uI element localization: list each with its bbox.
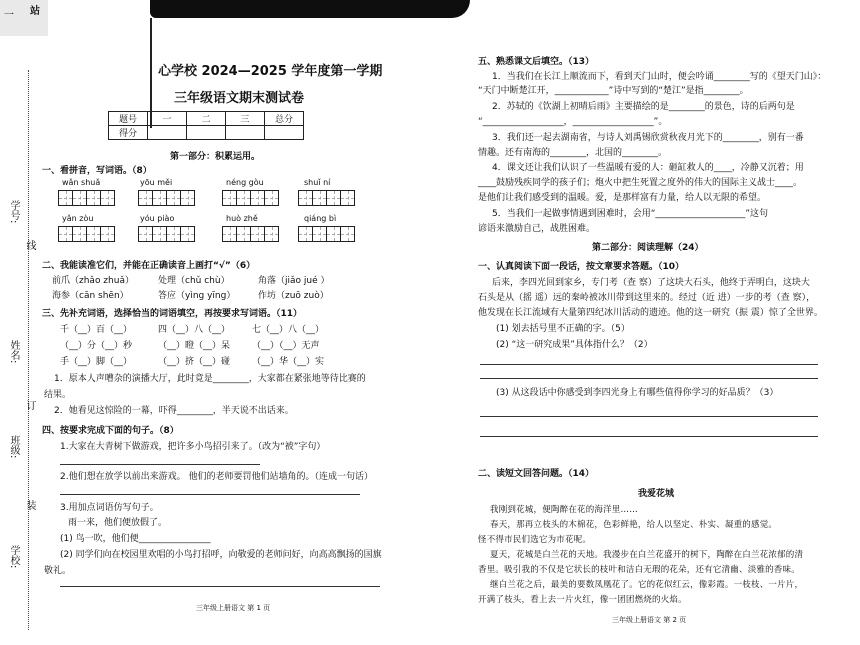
- reading-passage-line: 后来，李四光回到家乡，专门考（查 察）了这块大石头，他终于弄明白，这块大: [492, 278, 810, 288]
- idiom-blank[interactable]: （__）分（__）秒: [60, 341, 133, 351]
- binding-seal-2: 订: [24, 400, 35, 410]
- pinyin-label: qiáng bì: [304, 214, 337, 223]
- reading-1-heading: 一、认真阅读下面一段话，按文章要求答题。（10）: [478, 262, 685, 272]
- reading-passage-line: 石头是从（摇 遥）远的秦岭被冰川带到这里来的。经过（近 进）一步的考（查 察），: [478, 293, 816, 303]
- poem-fill: 是他们让我们感受到的温暖。爱，是那样富有力量，给人以无限的希望。: [478, 193, 767, 203]
- pinyin-label: néng gòu: [226, 178, 264, 187]
- question-2-heading: 二、我能读准它们，并能在正确读音上画打“√”（6）: [42, 261, 256, 271]
- exam-page-1: [40, 0, 430, 645]
- answer-line[interactable]: [480, 378, 818, 379]
- character-grid[interactable]: [222, 190, 278, 206]
- score-head-cell: 一: [148, 112, 187, 126]
- idiom-blank[interactable]: 千（__）百（__）: [60, 325, 133, 335]
- essay-line: 继白兰花之后，最美的要数凤凰花了。它的花似红云，像彩霞。一枝枝、一片片，: [490, 580, 804, 590]
- idiom-blank[interactable]: 七（__）八（__）: [252, 325, 325, 335]
- essay-title: 我爱花城: [638, 489, 675, 499]
- idiom-blank[interactable]: （__）挤（__）碰: [158, 357, 231, 367]
- essay-line: 怪不得市民们选它为市花呢。: [478, 535, 592, 545]
- character-grid[interactable]: [138, 226, 194, 242]
- poem-fill[interactable]: 4．课文还让我们认识了一些温暖有爱的人：砸缸救人的____，冷静又沉着；用: [492, 163, 804, 173]
- binding-school-label: 学校:: [8, 545, 19, 569]
- pinyin-label: wǎn shuǎ: [62, 178, 101, 187]
- poem-fill[interactable]: “__________________，__________________”。: [478, 117, 668, 127]
- answer-line[interactable]: [60, 586, 380, 587]
- reading-question: (1) 划去括号里不正确的字。（5）: [496, 324, 630, 334]
- essay-line: 夏天，花城是白兰花的天地。我漫步在白兰花盛开的树下，陶醉在白兰花浓郁的清: [490, 550, 804, 560]
- score-cell[interactable]: [226, 126, 265, 140]
- rewrite-prompt: 2.他们想在放学以前出来游戏。 他们的老师要罚他们站墙角的。（连成一句话）: [60, 472, 373, 482]
- score-head-cell: 总分: [265, 112, 304, 126]
- idiom-blank[interactable]: 手（__）脚（__）: [60, 357, 133, 367]
- binding-seal-1: 线: [24, 240, 35, 250]
- rewrite-prompt: 3.用加点词语仿写句子。: [60, 503, 159, 513]
- fill-sentence[interactable]: 2．她看见这惊险的一幕，吓得________，半天说不出话来。: [54, 406, 294, 416]
- score-head-cell: 题号: [109, 112, 148, 126]
- question-5-heading: 五、熟悉课文后填空。（13）: [478, 57, 595, 67]
- character-grid[interactable]: [222, 226, 278, 242]
- essay-line: 我刚到花城，便陶醉在花的海洋里……: [490, 505, 638, 515]
- pinyin-label: shuǐ ní: [304, 178, 331, 187]
- character-grid[interactable]: [58, 226, 114, 242]
- exam-title-line1: 心学校 2024—2025 学年度第一学期: [158, 64, 383, 79]
- character-grid[interactable]: [298, 226, 354, 242]
- character-grid[interactable]: [138, 190, 194, 206]
- reading-question: (2) “这一研究成果”具体指什么？（2）: [496, 340, 653, 350]
- pronunciation-option[interactable]: 角落（jiǎo jué ）: [258, 276, 330, 286]
- character-grid[interactable]: [58, 190, 114, 206]
- poem-fill[interactable]: 情趣。还有南海的________，北国的________。: [478, 148, 668, 158]
- poem-fill[interactable]: ____鼓励残疾同学的孩子们；炮火中把生死置之度外的伟大的国际主义战士____。: [478, 178, 803, 188]
- question-1-heading: 一、看拼音，写词语。（8）: [42, 166, 152, 176]
- score-row-label: 得分: [109, 126, 148, 140]
- question-4-heading: 四、按要求完成下面的句子。（8）: [42, 426, 179, 436]
- score-table-row: [109, 126, 304, 140]
- score-table-head: [109, 112, 304, 126]
- exam-title-line2: 三年级语文期末测试卷: [174, 91, 305, 106]
- score-cell[interactable]: [265, 126, 304, 140]
- reading-passage-line: 他发现在长江流域有大量第四纪冰川活动的遗迹。他的这一研究（振 震）惊了全世界。: [478, 308, 823, 318]
- binding-num-label: 学号:: [8, 200, 19, 224]
- binding-dotted-line: [28, 70, 29, 630]
- page-footer: 三年级上册语文 第 1 页: [196, 604, 271, 612]
- answer-line[interactable]: [60, 494, 360, 495]
- part-2-heading: 第二部分：阅读理解（24）: [592, 243, 704, 253]
- binding-class-label: 班级:: [8, 435, 19, 459]
- reading-question: (3) 从这段话中你感受到李四光身上有哪些值得你学习的好品质？（3）: [496, 388, 779, 398]
- imitate-sentence: (2) 同学们向在校园里欢唱的小鸟打招呼，向敬爱的老师问好，向高高飘扬的国旗: [60, 550, 382, 560]
- page-footer: 三年级上册语文 第 2 页: [612, 616, 687, 624]
- pronunciation-option[interactable]: 答应（yìng yīng）: [158, 291, 236, 301]
- imitate-sentence[interactable]: (1) 鸟一吹，他们便________________: [60, 534, 211, 544]
- pinyin-label: huò zhě: [226, 214, 258, 223]
- pinyin-label: yǎn zòu: [62, 214, 94, 223]
- score-head-cell: 三: [226, 112, 265, 126]
- binding-name-label: 姓名:: [8, 340, 19, 364]
- score-cell[interactable]: [148, 126, 187, 140]
- idiom-blank[interactable]: （__）（__）无声: [252, 341, 320, 351]
- binding-seal-3: 装: [24, 500, 35, 510]
- essay-line: 香里。吸引我的不仅是它状长的枝叶和洁白无瑕的花朵，还有它清幽、淡雅的香味。: [478, 565, 800, 575]
- essay-line: 春天，那再立枝头的木棉花，色彩鲜艳，给人以坚定、朴实、凝重的感觉。: [490, 520, 778, 530]
- reading-2-heading: 二、读短文回答问题。（14）: [478, 469, 595, 479]
- score-head-cell: 二: [187, 112, 226, 126]
- imitate-sentence-cont: 敬礼。: [44, 566, 72, 576]
- binding-strip: [0, 40, 44, 640]
- corner-char-a: 一: [4, 10, 14, 21]
- poem-fill: 谚语来激励自己，战胜困难。: [478, 224, 596, 234]
- pronunciation-option[interactable]: 处理（chǔ chù）: [158, 276, 230, 286]
- poem-fill[interactable]: 3．我们还一起去湖南省，与诗人刘禹锡欣赏秋夜月光下的________，别有一番: [492, 133, 804, 143]
- essay-line: 开满了枝头，看上去一片火红，像一团团燃烧的火焰。: [478, 595, 687, 605]
- pronunciation-option[interactable]: 作坊（zuō zuò）: [258, 291, 329, 301]
- poem-fill[interactable]: 1．当我们在长江上顺流而下，看到天门山时，便会吟诵________写的《望天门山》：: [492, 72, 827, 82]
- poem-fill[interactable]: “天门中断楚江开，____________”诗中写到的“楚江”是指________。: [478, 86, 749, 96]
- answer-line[interactable]: [480, 436, 818, 437]
- fill-sentence-cont: 结果。: [44, 390, 72, 400]
- poem-fill[interactable]: 5．当我们一起做事情遇到困难时，会用“____________________”这句: [492, 209, 769, 219]
- question-3-heading: 三、先补充词语，选择恰当的词语填空，再按要求写词语。（11）: [42, 309, 303, 319]
- rewrite-prompt: 1.大家在大青树下做游戏，把许多小鸟招引来了。（改为“被”字句）: [60, 442, 326, 452]
- pinyin-label: yōu měi: [140, 178, 173, 187]
- idiom-blank[interactable]: （__）华（__）实: [252, 357, 325, 367]
- answer-line[interactable]: [480, 416, 818, 417]
- pronunciation-option[interactable]: 前爪（zhǎo zhuǎ）: [52, 276, 134, 286]
- part-1-heading: 第一部分：积累运用。: [170, 152, 261, 162]
- answer-line[interactable]: [480, 364, 818, 365]
- pinyin-label: yóu piào: [140, 214, 175, 223]
- idiom-blank[interactable]: （__）瞪（__）呆: [158, 341, 231, 351]
- fill-sentence[interactable]: 1．原本人声嘈杂的演播大厅，此时竟是________，大家都在紧张地等待比赛的: [54, 374, 366, 384]
- score-cell[interactable]: [187, 126, 226, 140]
- pronunciation-option[interactable]: 海参（cān shēn）: [52, 291, 129, 301]
- idiom-blank[interactable]: 四（__）八（__）: [158, 325, 231, 335]
- corner-char-b: 站: [30, 6, 40, 17]
- exam-page-2: [470, 0, 850, 645]
- poem-fill[interactable]: 2．苏轼的《饮湖上初晴后雨》主要描绘的是________的景色，诗的后两句是: [492, 102, 795, 112]
- example-sentence: 雨一来，他们便放假了。: [68, 518, 168, 528]
- score-table: [108, 111, 304, 140]
- answer-line[interactable]: [60, 464, 260, 465]
- character-grid[interactable]: [298, 190, 354, 206]
